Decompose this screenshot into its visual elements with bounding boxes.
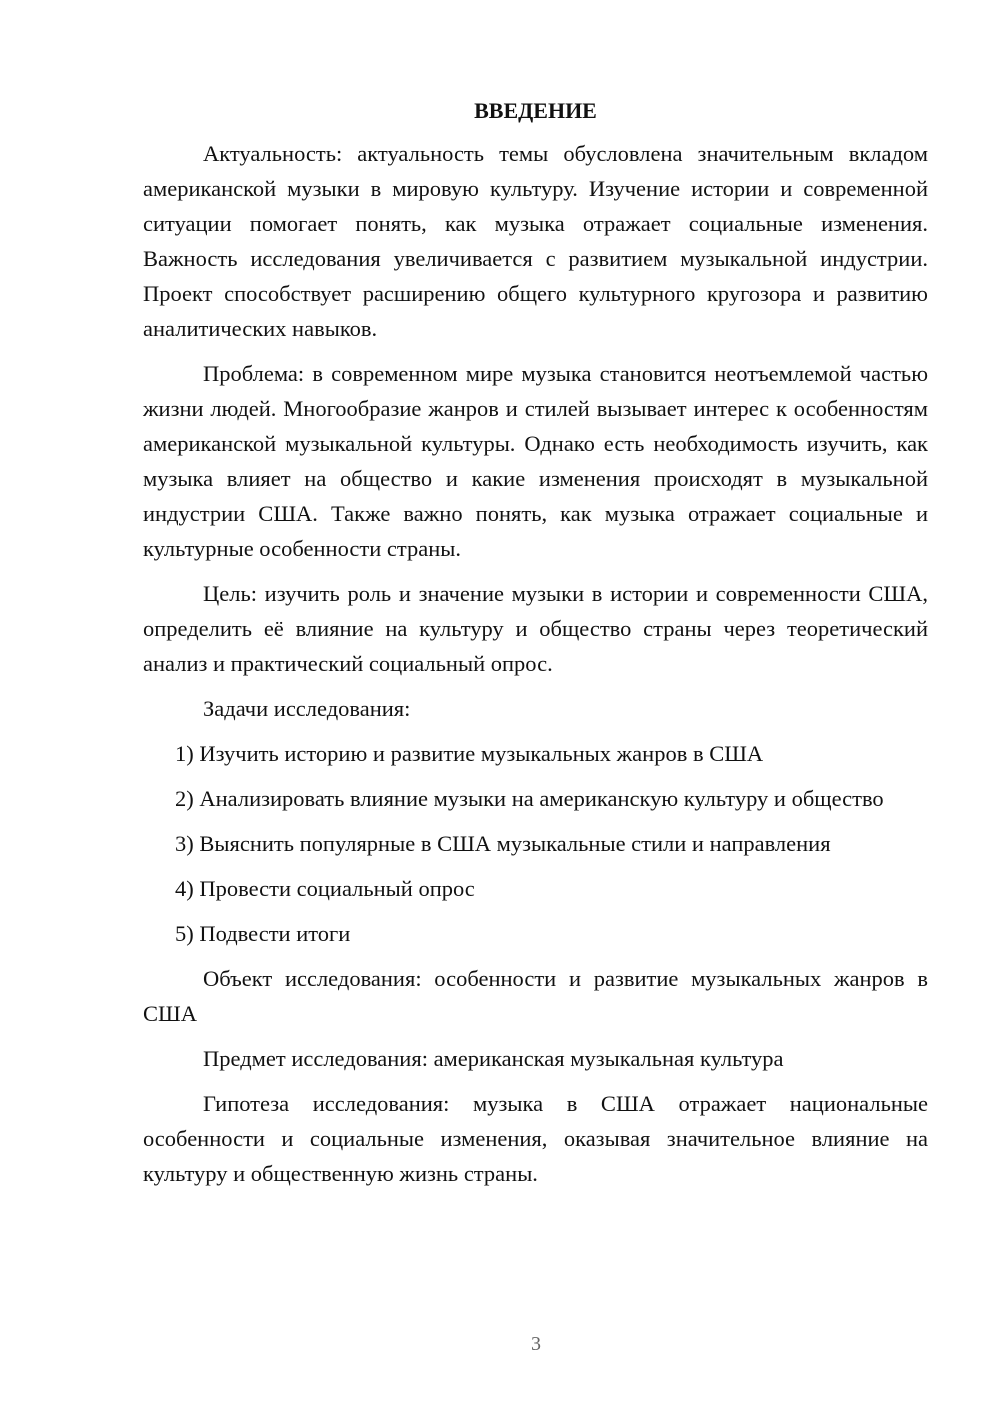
paragraph-relevance: Актуальность: актуальность темы обусловлена значительным вкладом американской музыки в мировую культуру. Изучение истории и современной ситуации помогает понять, как музыка отражает социальные изменения. Важность исследования увеличивается с развитием музыкальной индустрии. Проект способствует расширению общего культурного кругозора и развитию аналитических навыков.	[143, 141, 928, 341]
task-item: 5) Подвести итоги	[175, 921, 351, 946]
task-item: 1) Изучить историю и развитие музыкальных жанров в США	[175, 741, 764, 766]
paragraph-tasks-heading: Задачи исследования:	[203, 696, 411, 721]
paragraph-goal: Цель: изучить роль и значение музыки в истории и современности США, определить её влияние на культуру и общество страны через теоретический анализ и практический социальный опрос.	[143, 581, 928, 676]
task-item: 4) Провести социальный опрос	[175, 876, 475, 901]
page-content	[143, 96, 928, 1201]
paragraph-subject: Предмет исследования: американская музыкальная культура	[203, 1046, 784, 1071]
paragraph-object: Объект исследования: особенности и развитие музыкальных жанров в США	[143, 966, 928, 1026]
task-item: 2) Анализировать влияние музыки на американскую культуру и общество	[175, 786, 884, 811]
section-title: ВВЕДЕНИЕ	[474, 98, 597, 123]
task-item: 3) Выяснить популярные в США музыкальные стили и направления	[175, 831, 831, 856]
page-number: 3	[531, 1333, 541, 1355]
paragraph-hypothesis: Гипотеза исследования: музыка в США отражает национальные особенности и социальные изменения, оказывая значительное влияние на культуру и общественную жизнь страны.	[143, 1091, 928, 1186]
paragraph-problem: Проблема: в современном мире музыка становится неотъемлемой частью жизни людей. Многообразие жанров и стилей вызывает интерес к особенностям американской музыкальной культуры. Однако есть необходимость изучить, как музыка влияет на общество и какие изменения происходят в музыкальной индустрии США. Также важно понять, как музыка отражает социальные и культурные особенности страны.	[143, 361, 928, 561]
